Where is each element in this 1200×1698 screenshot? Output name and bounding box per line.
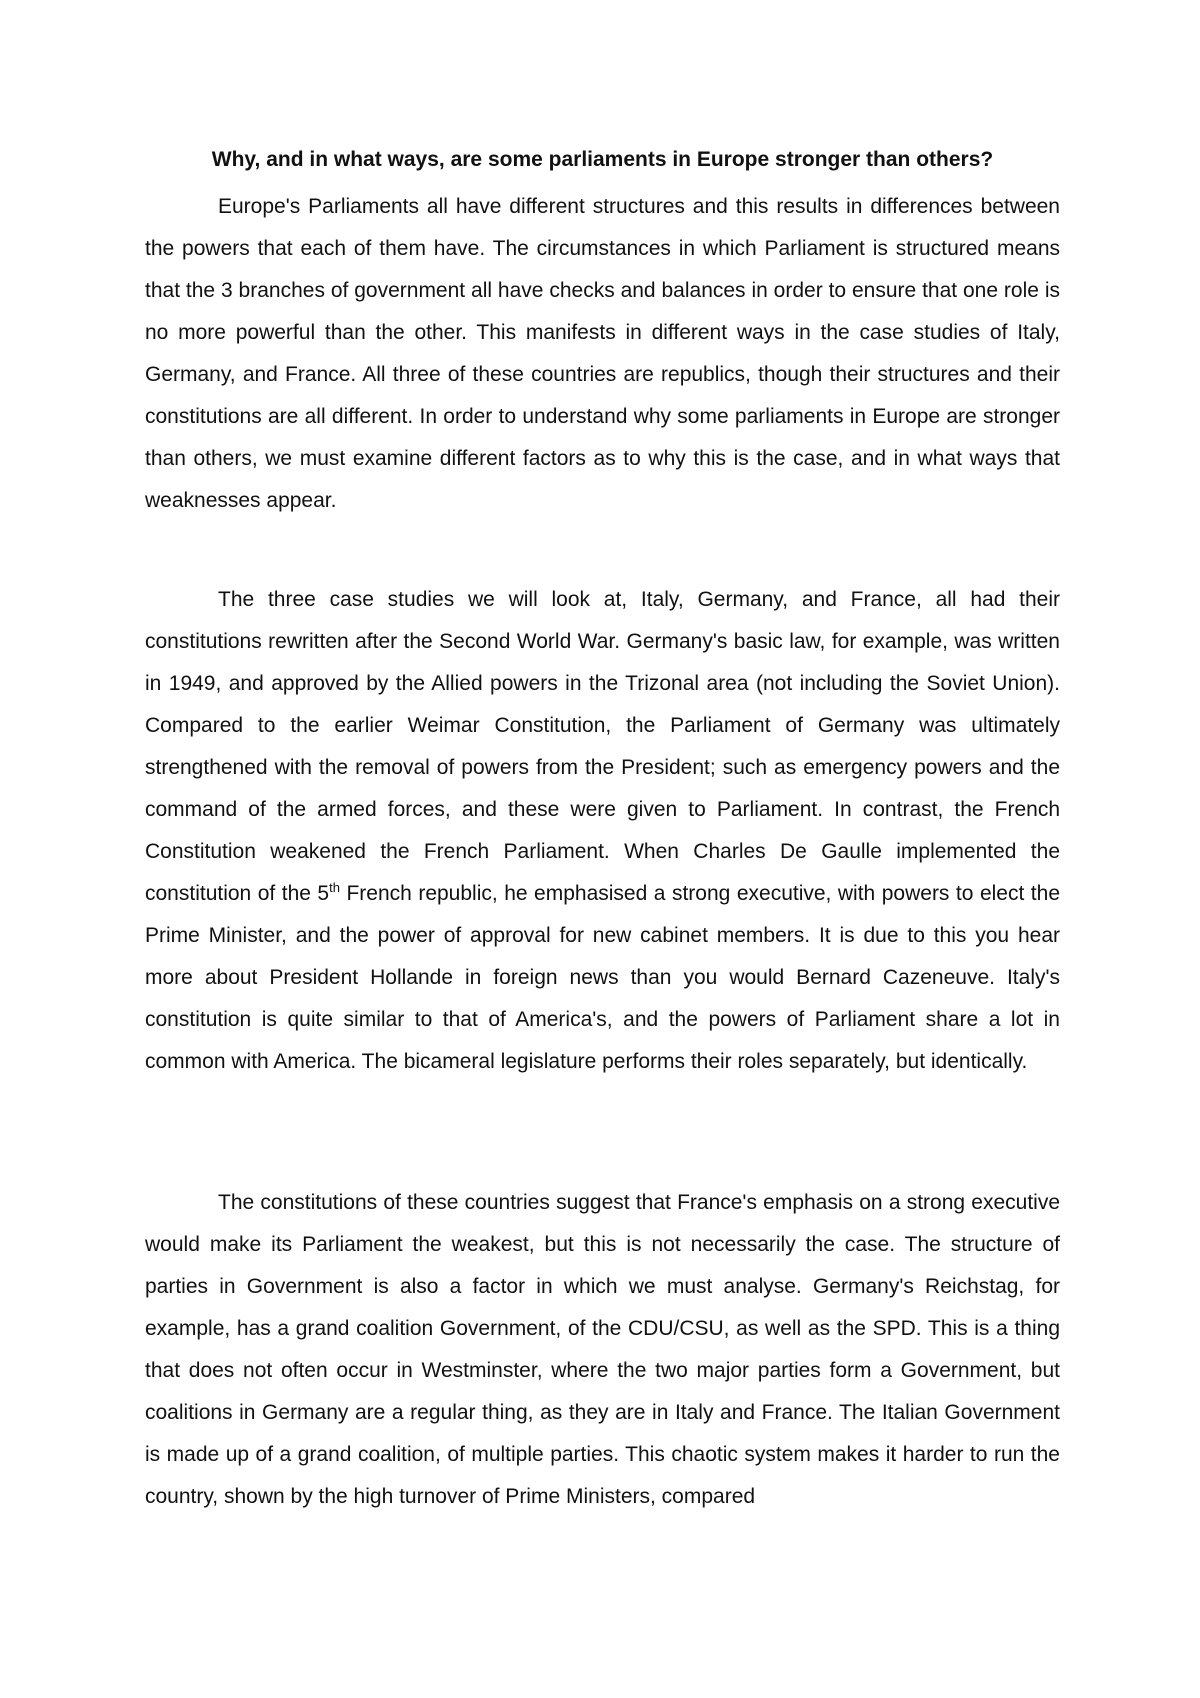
document-title: Why, and in what ways, are some parliaments in Europe stronger than others? (211, 148, 994, 171)
paragraph-2-text-start: The three case studies we will look at, Italy, Germany, and France, all had their constitutions rewritten after the Second World War. Germany's basic law, for example, was written in 1949, and approved by the Allied powers in the Trizonal area (not including the Soviet Union). Compared to the earlier Weimar Constitution, the Parliament of Germany was ultimately strengthened with the removal of powers from the President; such as emergency powers and the command of the armed forces, and these were given to Parliament. In contrast, the French Constitution weakened the French Parliament. When Charles De Gaulle implemented the constitution of the 5 (145, 588, 1060, 905)
paragraph-1: Europe's Parliaments all have different structures and this results in differences between the powers that each of them have. The circumstances in which Parliament is structured means that the 3 branches of government all have checks and balances in order to ensure that one role is no more powerful than the other. This manifests in different ways in the case studies of Italy, Germany, and France. All three of these countries are republics, though their structures and their constitutions are all different. In order to understand why some parliaments in Europe are stronger than others, we must examine different factors as to why this is the case, and in what ways that weaknesses appear. (145, 195, 1060, 512)
paragraph-3: The constitutions of these countries suggest that France's emphasis on a strong executive would make its Parliament the weakest, but this is not necessarily the case. The structure of parties in Government is also a factor in which we must analyse. Germany's Reichstag, for example, has a grand coalition Government, of the CDU/CSU, as well as the SPD. This is a thing that does not often occur in Westminster, where the two major parties form a Government, but coalitions in Germany are a regular thing, as they are in Italy and France. The Italian Government is made up of a grand coalition, of multiple parties. This chaotic system makes it harder to run the country, shown by the high turnover of Prime Ministers, compared (145, 1191, 1060, 1508)
paragraph-2-text-end: French republic, he emphasised a strong executive, with powers to elect the Prime Minister, and the power of approval for new cabinet members. It is due to this you hear more about President Hollande in foreign news than you would Bernard Cazeneuve. Italy's constitution is quite similar to that of America's, and the powers of Parliament share a lot in common with America. The bicameral legislature performs their roles separately, but identically. (145, 882, 1060, 1073)
ordinal-suffix: th (329, 880, 340, 895)
paragraph-2 (145, 579, 1060, 1083)
